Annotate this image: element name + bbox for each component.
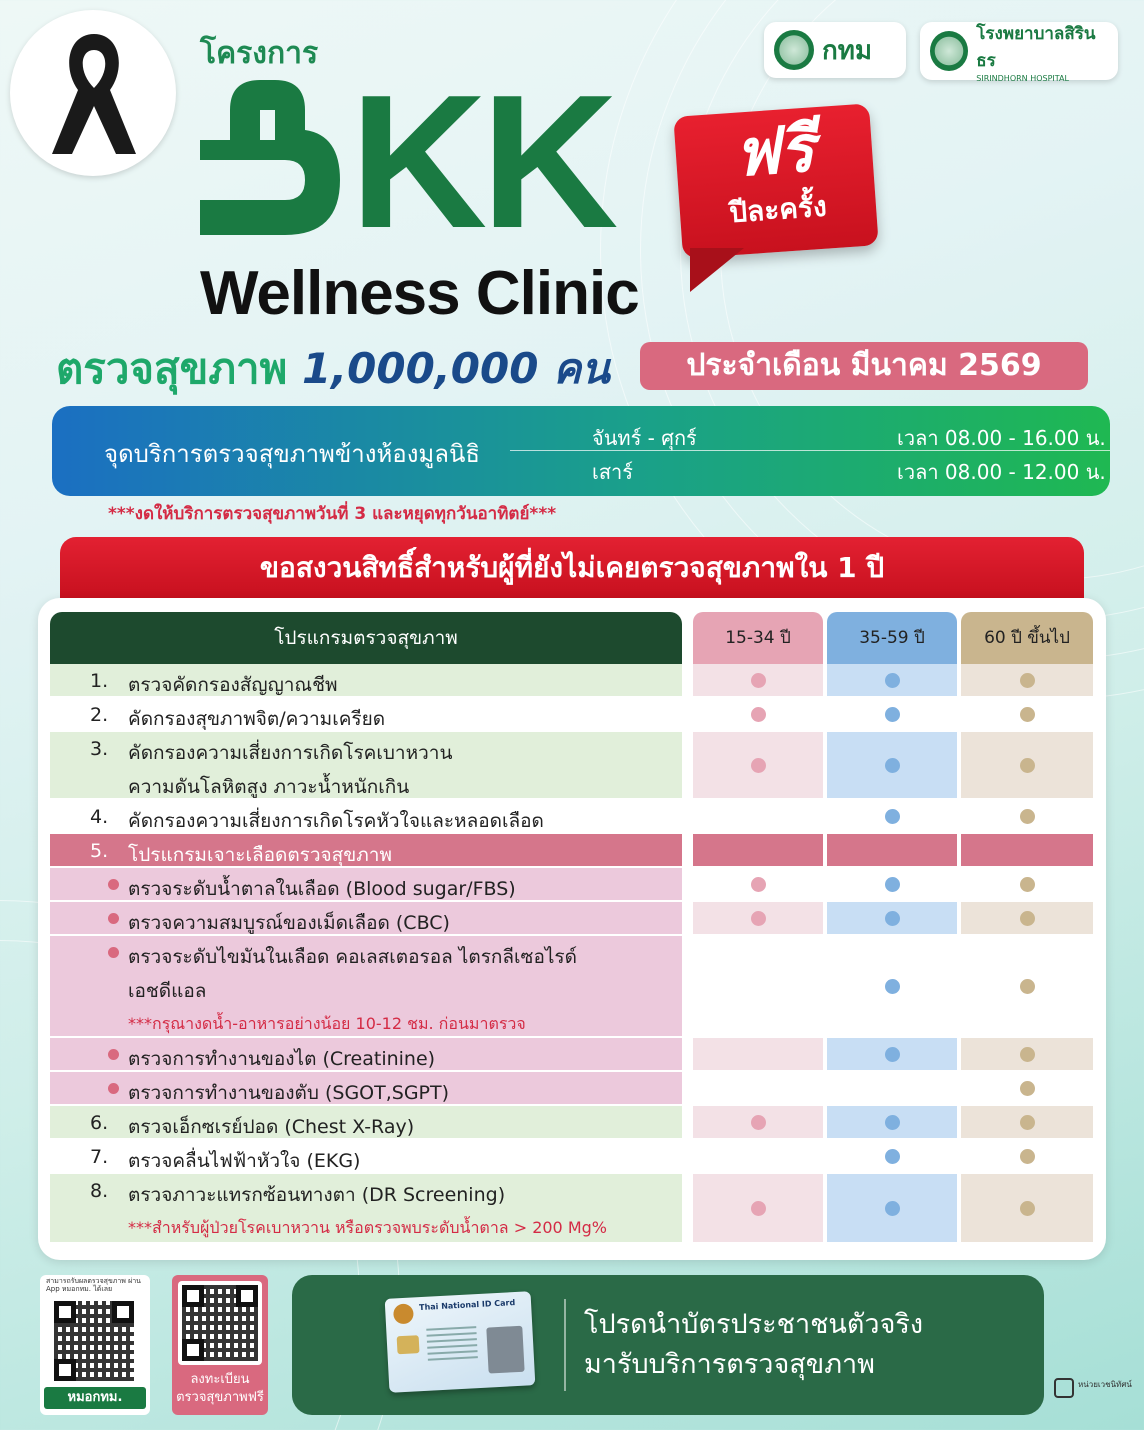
- table-row: [50, 664, 682, 696]
- age-cell: [693, 902, 823, 934]
- qr-register-card[interactable]: [172, 1275, 268, 1415]
- check-dot-icon: [885, 809, 900, 824]
- row-label: ตรวจความสมบูรณ์ของเม็ดเลือด (CBC): [128, 912, 450, 934]
- age-cell: [693, 1072, 823, 1104]
- age-cell: [827, 902, 957, 934]
- id-card-lines: [426, 1326, 476, 1331]
- check-dot-icon: [1020, 1149, 1035, 1164]
- bma-seal-icon: [774, 30, 814, 70]
- age-cell: [827, 868, 957, 900]
- id-card-image: [385, 1291, 536, 1393]
- check-dot-icon: [885, 1201, 900, 1216]
- row-number: 5.: [90, 840, 109, 862]
- check-dot-icon: [751, 758, 766, 773]
- qr-app-card[interactable]: [40, 1275, 150, 1415]
- garuda-emblem-icon: [393, 1303, 414, 1324]
- headline-number: 1,000,000: [301, 344, 539, 393]
- row-number: 7.: [90, 1146, 109, 1168]
- check-dot-icon: [885, 673, 900, 688]
- row-label: คัดกรองสุขภาพจิต/ความเครียด: [128, 708, 386, 730]
- row-number: 6.: [90, 1112, 109, 1134]
- bullet-icon: [108, 1083, 119, 1094]
- table-row: [50, 1174, 682, 1242]
- program-header: โปรแกรมตรวจสุขภาพ: [50, 612, 682, 664]
- row-label: ตรวจคัดกรองสัญญาณชีพ: [128, 674, 338, 696]
- schedule-time: เวลา 08.00 - 16.00 น.: [897, 426, 1106, 450]
- id-message-line2: มารับบริการตรวจสุขภาพ: [584, 1349, 875, 1380]
- schedule-time: เวลา 08.00 - 12.00 น.: [897, 460, 1106, 484]
- table-row: [50, 1072, 682, 1104]
- chip-icon: [397, 1335, 420, 1354]
- row-label: คัดกรองความเสี่ยงการเกิดโรคเบาหวาน: [128, 742, 453, 764]
- age-cell: [827, 698, 957, 730]
- check-dot-icon: [885, 758, 900, 773]
- age-cell: [827, 1174, 957, 1242]
- table-row: [50, 1106, 682, 1138]
- bullet-icon: [108, 879, 119, 890]
- age-cell: [693, 834, 823, 866]
- age-cell: [961, 698, 1093, 730]
- row-label: ตรวจระดับไขมันในเลือด คอเลสเตอรอล ไตรกลีเซอไรด์: [128, 946, 577, 968]
- row-number: 1.: [90, 670, 109, 692]
- age-cell: [827, 1038, 957, 1070]
- qr-corner: [112, 1301, 134, 1323]
- headline-suffix: คน: [553, 344, 610, 393]
- age-cell: [693, 664, 823, 696]
- row-number: 4.: [90, 806, 109, 828]
- check-dot-icon: [885, 1047, 900, 1062]
- bkk-b-mark: [200, 80, 340, 235]
- check-dot-icon: [751, 911, 766, 926]
- bullet-icon: [108, 1049, 119, 1060]
- qr-app-caption: สามารถรับผลตรวจสุขภาพ ผ่าน App หมอกทม. ได้เลย: [46, 1277, 141, 1293]
- mourning-ribbon: [10, 10, 176, 176]
- age-cell: [961, 834, 1093, 866]
- check-dot-icon: [885, 877, 900, 892]
- id-card-message: [584, 1305, 923, 1385]
- check-dot-icon: [1020, 877, 1035, 892]
- bma-logo: [764, 22, 906, 78]
- id-card-panel: [292, 1275, 1044, 1415]
- row-label: ตรวจคลื่นไฟฟ้าหัวใจ (EKG): [128, 1150, 361, 1172]
- table-row: [50, 800, 682, 832]
- check-dot-icon: [885, 911, 900, 926]
- month-badge: ประจำเดือน มีนาคม 2569: [640, 342, 1088, 390]
- medical-unit-icon: [1054, 1378, 1074, 1398]
- age-cell: [827, 800, 957, 832]
- age-cell: [961, 902, 1093, 934]
- row-label: ตรวจการทำงานของตับ (SGOT,SGPT): [128, 1082, 450, 1104]
- check-dot-icon: [751, 1201, 766, 1216]
- age-cell: [961, 1038, 1093, 1070]
- age-cell: [693, 1140, 823, 1172]
- id-message-line1: โปรดนำบัตรประชาชนตัวจริง: [584, 1309, 924, 1340]
- row-number: 2.: [90, 704, 109, 726]
- check-dot-icon: [1020, 809, 1035, 824]
- logo-subtitle: Wellness Clinic: [200, 259, 639, 328]
- age-cell: [961, 868, 1093, 900]
- table-row: [50, 732, 682, 798]
- qr-register-caption: ลงทะเบียน ตรวจสุขภาพฟรี: [176, 1372, 264, 1405]
- age-cell: [961, 936, 1093, 1036]
- id-panel-divider: [564, 1299, 566, 1391]
- age-cell: [827, 732, 957, 798]
- qr-app-name: หมอกทม.: [44, 1387, 146, 1409]
- age-header-2: 35-59 ปี: [827, 612, 957, 664]
- table-row: [50, 902, 682, 934]
- age-cell: [827, 1140, 957, 1172]
- age-cell: [693, 698, 823, 730]
- check-dot-icon: [1020, 758, 1035, 773]
- check-dot-icon: [1020, 979, 1035, 994]
- age-cell: [693, 1174, 823, 1242]
- age-cell: [827, 936, 957, 1036]
- age-cell: [961, 1106, 1093, 1138]
- free-tag-big: ฟรี: [731, 112, 817, 192]
- row-number: 8.: [90, 1180, 109, 1202]
- check-dot-icon: [885, 979, 900, 994]
- bma-logo-text: กทม: [822, 35, 873, 66]
- check-dot-icon: [1020, 911, 1035, 926]
- age-cell: [827, 1106, 957, 1138]
- age-header-3: 60 ปี ขึ้นไป: [961, 612, 1093, 664]
- row-label: ตรวจภาวะแทรกซ้อนทางตา (DR Screening): [128, 1184, 506, 1206]
- row-number: 3.: [90, 738, 109, 760]
- age-cell: [693, 936, 823, 1036]
- row-label: เอชดีแอล: [128, 980, 207, 1002]
- project-label: โครงการ: [200, 36, 319, 71]
- check-dot-icon: [751, 1115, 766, 1130]
- row-label: คัดกรองความเสี่ยงการเกิดโรคหัวใจและหลอดเลือด: [128, 810, 544, 832]
- row-label: ตรวจระดับน้ำตาลในเลือด (Blood sugar/FBS): [128, 878, 516, 900]
- row-note: ***กรุณางดน้ำ-อาหารอย่างน้อย 10-12 ชม. ก่อนมาตรวจ: [128, 1014, 526, 1033]
- check-dot-icon: [885, 1149, 900, 1164]
- age-cell: [961, 1072, 1093, 1104]
- free-tag: [673, 103, 878, 258]
- age-cell: [827, 834, 957, 866]
- hospital-seal-icon: [930, 31, 968, 71]
- age-cell: [961, 1140, 1093, 1172]
- check-dot-icon: [751, 707, 766, 722]
- hospital-name: โรงพยาบาลสิรินธร: [976, 23, 1096, 71]
- schedule-day: จันทร์ - ศุกร์: [592, 426, 697, 450]
- hospital-logo: [920, 22, 1118, 83]
- free-tag-small: ปีละครั้ง: [728, 189, 828, 230]
- service-notice: ***งดให้บริการตรวจสุขภาพวันที่ 3 และหยุดทุกวันอาทิตย์***: [108, 504, 557, 524]
- qr-corner: [236, 1285, 258, 1307]
- age-cell: [693, 1106, 823, 1138]
- check-dot-icon: [1020, 1201, 1035, 1216]
- photo-silhouette-icon: [486, 1326, 524, 1374]
- hospital-name-en: SIRINDHORN HOSPITAL: [976, 73, 1069, 83]
- headline-prefix: ตรวจสุขภาพ: [56, 344, 288, 393]
- check-dot-icon: [1020, 1047, 1035, 1062]
- id-card-title: Thai National ID Card: [418, 1298, 516, 1313]
- age-cell: [827, 664, 957, 696]
- bkk-logo: [200, 56, 613, 268]
- bkk-letters: KK: [350, 56, 613, 268]
- age-cell: [693, 1038, 823, 1070]
- row-label: ตรวจเอ็กซเรย์ปอด (Chest X-Ray): [128, 1116, 415, 1138]
- age-cell: [961, 732, 1093, 798]
- qr-corner: [54, 1301, 76, 1323]
- check-dot-icon: [1020, 1081, 1035, 1096]
- check-dot-icon: [885, 1115, 900, 1130]
- age-cell: [693, 868, 823, 900]
- table-row: [50, 1140, 682, 1172]
- age-cell: [693, 800, 823, 832]
- corner-logo-text: หน่วยเวชนิทัศน์: [1078, 1380, 1132, 1389]
- age-cell: [827, 1072, 957, 1104]
- check-dot-icon: [1020, 707, 1035, 722]
- table-row: [50, 698, 682, 730]
- service-place: จุดบริการตรวจสุขภาพข้างห้องมูลนิธิ: [104, 440, 480, 468]
- table-row: [50, 834, 682, 866]
- age-cell: [961, 664, 1093, 696]
- headline: [56, 336, 610, 402]
- age-header-1: 15-34 ปี: [693, 612, 823, 664]
- row-label: โปรแกรมเจาะเลือดตรวจสุขภาพ: [128, 844, 392, 866]
- check-dot-icon: [1020, 1115, 1035, 1130]
- row-label: ความดันโลหิตสูง ภาวะน้ำหนักเกิน: [128, 776, 410, 798]
- qr-corner: [182, 1339, 204, 1361]
- row-note: ***สำหรับผู้ป่วยโรคเบาหวาน หรือตรวจพบระดับน้ำตาล > 200 Mg%: [128, 1218, 607, 1237]
- black-ribbon-icon: [48, 28, 140, 160]
- schedule-day: เสาร์: [592, 460, 634, 484]
- row-label: ตรวจการทำงานของไต (Creatinine): [128, 1048, 436, 1070]
- check-dot-icon: [885, 707, 900, 722]
- table-row: [50, 868, 682, 900]
- table-row: [50, 1038, 682, 1070]
- table-row: [50, 936, 682, 1036]
- free-tag-tail: [690, 248, 744, 292]
- table-banner: ขอสงวนสิทธิ์สำหรับผู้ที่ยังไม่เคยตรวจสุขภาพใน 1 ปี: [60, 537, 1084, 599]
- qr-corner: [182, 1285, 204, 1307]
- service-bar: [52, 406, 1110, 496]
- bullet-icon: [108, 947, 119, 958]
- check-dot-icon: [751, 877, 766, 892]
- check-dot-icon: [1020, 673, 1035, 688]
- age-cell: [961, 1174, 1093, 1242]
- age-cell: [693, 732, 823, 798]
- qr-corner: [54, 1359, 76, 1381]
- check-dot-icon: [751, 673, 766, 688]
- bullet-icon: [108, 913, 119, 924]
- age-cell: [961, 800, 1093, 832]
